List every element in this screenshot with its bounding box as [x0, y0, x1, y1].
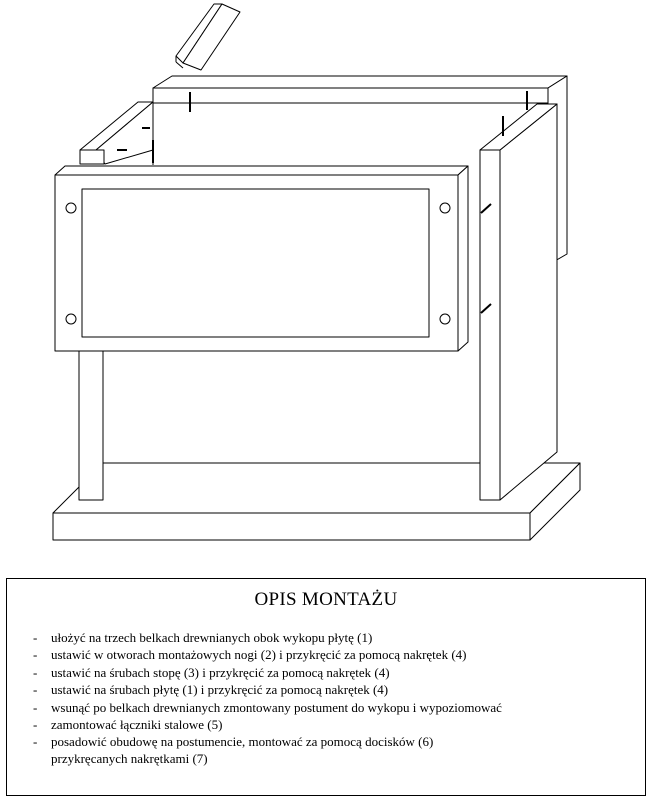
assembly-description-box	[6, 578, 646, 796]
assembly-description-title: OPIS MONTAŻU	[254, 589, 398, 610]
assembly-step: - wsunąć po belkach drewnianych zmontowany postument do wykopu i wypoziomować	[33, 699, 502, 716]
assembly-step-continuation: przykręcanych nakrętkami (7)	[51, 751, 208, 766]
assembly-steps-list	[33, 629, 502, 751]
assembly-step: - posadowić obudowę na postumencie, montować za pomocą docisków (6)	[33, 733, 502, 750]
assembly-step: - ułożyć na trzech belkach drewnianych obok wykopu płytę (1)	[33, 629, 502, 646]
assembly-step: - ustawić w otworach montażowych nogi (2) i przykręcić za pomocą nakrętek (4)	[33, 646, 502, 663]
right-leg	[480, 104, 557, 500]
back-left-block	[80, 102, 153, 164]
assembly-step: - ustawić na śrubach stopę (3) i przykręcić za pomocą nakrętek (4)	[33, 664, 502, 681]
assembly-step: - zamontować łączniki stalowe (5)	[33, 716, 502, 733]
assembly-step: - ustawić na śrubach płytę (1) i przykręcić za pomocą nakrętek (4)	[33, 681, 502, 698]
steel-angle-bracket	[176, 4, 240, 70]
front-plate	[55, 166, 468, 351]
